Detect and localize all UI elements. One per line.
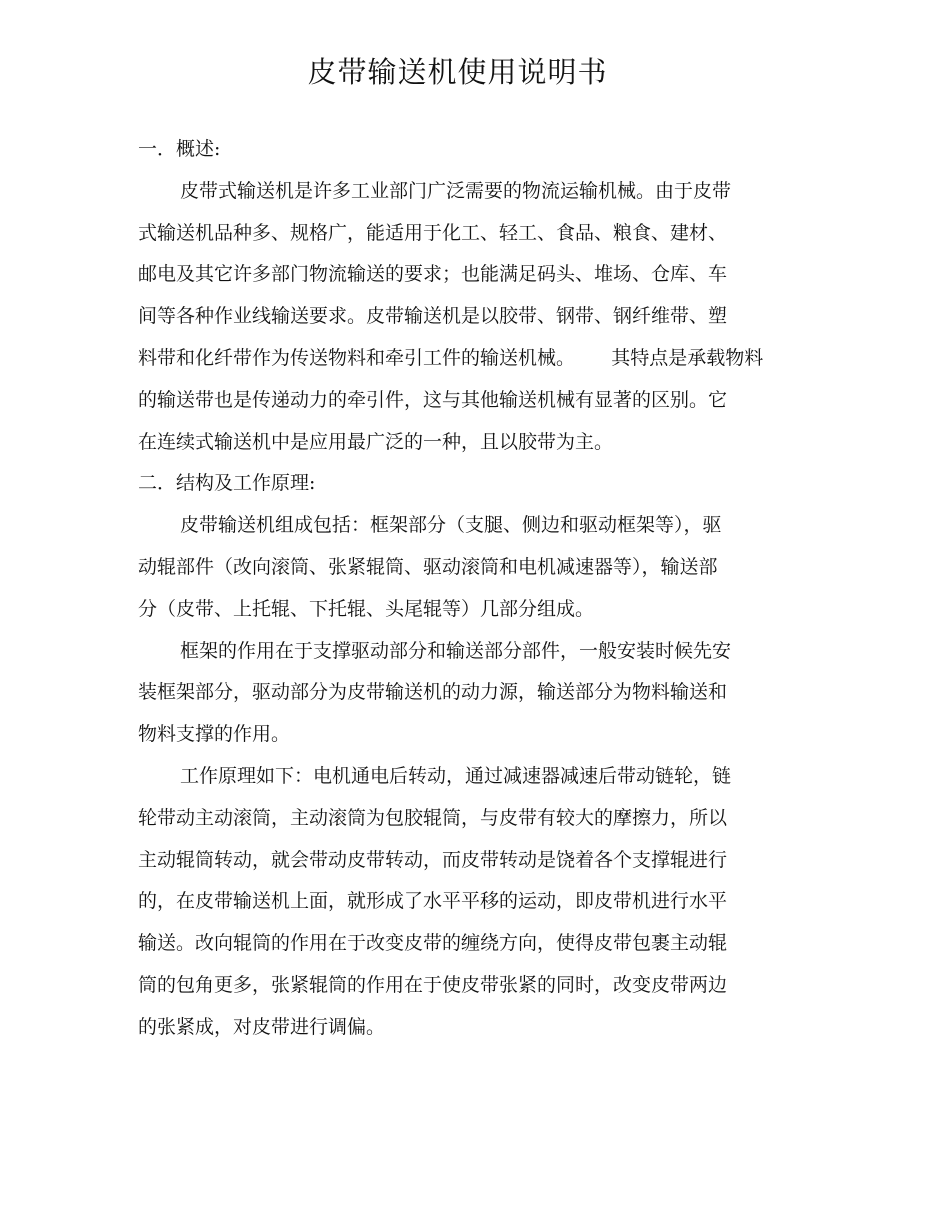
text-line: 二．结构及工作原理: xyxy=(138,472,316,495)
text-line: 输送。改向辊筒的作用在于改变皮带的缠绕方向，使得皮带包裹主动辊 xyxy=(138,932,728,955)
text-line: 分（皮带、上托辊、下托辊、头尾辊等）几部分组成。 xyxy=(138,597,595,620)
text-line: 式输送机品种多、规格广，能适用于化工、轻工、食品、粮食、建材、 xyxy=(138,221,728,244)
text-line: 筒的包角更多，张紧辊筒的作用在于使皮带张紧的同时，改变皮带两边 xyxy=(138,973,728,996)
document-title: 皮带输送机使用说明书 xyxy=(307,55,608,89)
text-line: 的，在皮带输送机上面，就形成了水平平移的运动，即皮带机进行水平 xyxy=(138,890,728,913)
text-line: 邮电及其它许多部门物流输送的要求；也能满足码头、堆场、仓库、车 xyxy=(138,263,728,286)
text-line: 框架的作用在于支撑驱动部分和输送部分部件，一般安装时候先安 xyxy=(180,639,732,662)
text-line: 皮带式输送机是许多工业部门广泛需要的物流运输机械。由于皮带 xyxy=(180,179,732,202)
text-line: 主动辊筒转动，就会带动皮带转动，而皮带转动是饶着各个支撑辊进行 xyxy=(138,848,728,871)
text-line: 装框架部分，驱动部分为皮带输送机的动力源，输送部分为物料输送和 xyxy=(138,681,728,704)
text-line: 动辊部件（改向滚筒、张紧辊筒、驱动滚筒和电机减速器等），输送部 xyxy=(138,555,718,578)
text-line: 物料支撑的作用。 xyxy=(138,723,291,746)
text-line: 的输送带也是传递动力的牵引件，这与其他输送机械有显著的区别。它 xyxy=(138,388,728,411)
text-line: 皮带输送机组成包括：框架部分（支腿、侧边和驱动框架等），驱 xyxy=(180,514,722,537)
text-line: 在连续式输送机中是应用最广泛的一种，且以胶带为主。 xyxy=(138,430,614,453)
text-line: 间等各种作业线输送要求。皮带输送机是以胶带、钢带、钢纤维带、塑 xyxy=(138,305,728,328)
text-line: 料带和化纤带作为传送物料和牵引工件的输送机械。 其特点是承载物料 xyxy=(138,346,764,369)
text-line: 工作原理如下：电机通电后转动，通过减速器减速后带动链轮，链 xyxy=(180,764,732,787)
text-line: 的张紧成，对皮带进行调偏。 xyxy=(138,1015,386,1038)
document-body xyxy=(138,129,810,1049)
text-line: 一．概述: xyxy=(138,138,221,160)
text-line: 轮带动主动滚筒，主动滚筒为包胶辊筒，与皮带有较大的摩擦力，所以 xyxy=(138,806,728,829)
